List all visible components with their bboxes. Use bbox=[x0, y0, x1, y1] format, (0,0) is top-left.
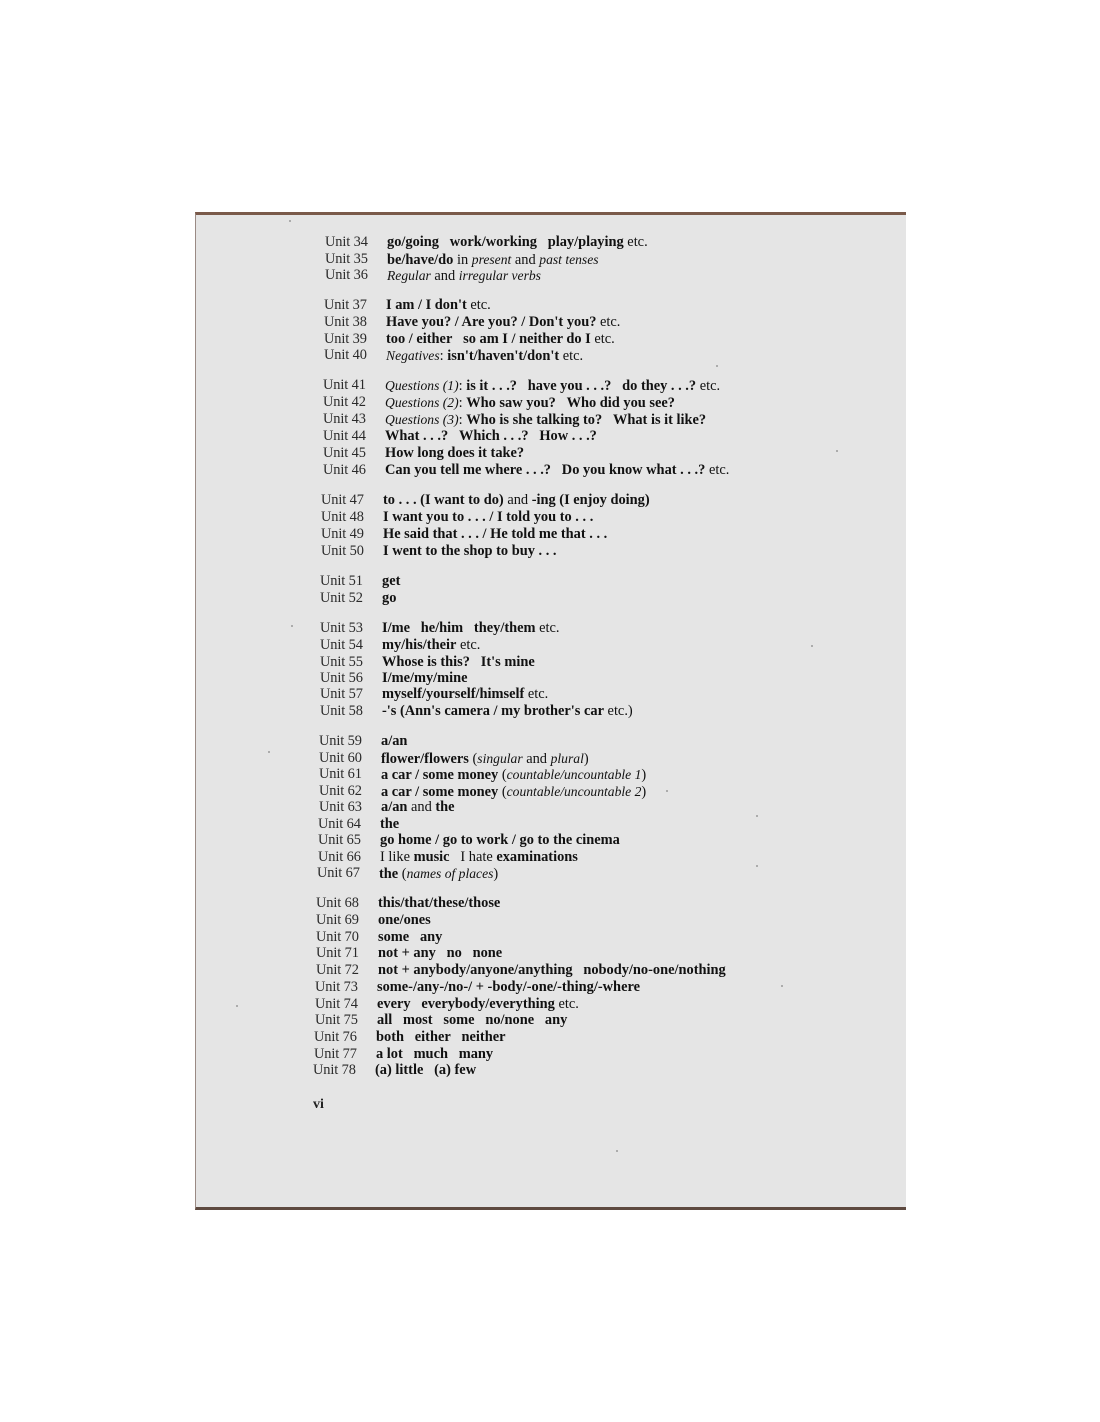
unit-number: Unit 45 bbox=[323, 445, 366, 461]
unit-topic bbox=[378, 912, 431, 929]
scan-speck bbox=[289, 220, 291, 222]
unit-number: Unit 71 bbox=[316, 945, 359, 961]
topic-fragment: etc. bbox=[524, 686, 549, 702]
topic-fragment: I like bbox=[380, 849, 414, 865]
topic-fragment: I/me he/him they/them bbox=[382, 620, 536, 636]
topic-fragment: : bbox=[458, 395, 467, 411]
unit-topic bbox=[378, 962, 726, 979]
unit-number: Unit 43 bbox=[323, 411, 366, 427]
unit-number: Unit 61 bbox=[319, 766, 362, 782]
scan-speck bbox=[781, 985, 783, 987]
topic-fragment: etc. bbox=[696, 378, 721, 394]
topic-fragment: Negatives bbox=[386, 348, 440, 363]
unit-number: Unit 66 bbox=[318, 849, 361, 865]
topic-fragment: ( bbox=[398, 866, 407, 882]
unit-number: Unit 68 bbox=[316, 895, 359, 911]
topic-fragment: names of places bbox=[406, 866, 494, 881]
unit-number: Unit 75 bbox=[315, 1012, 358, 1028]
topic-fragment: singular bbox=[477, 751, 523, 766]
unit-topic bbox=[377, 1012, 567, 1029]
topic-fragment: etc. bbox=[535, 620, 560, 636]
topic-fragment: ) bbox=[641, 767, 647, 783]
unit-number: Unit 44 bbox=[323, 428, 366, 444]
unit-topic bbox=[375, 1062, 476, 1079]
topic-fragment: Questions (3) bbox=[385, 412, 459, 427]
topic-fragment: music bbox=[413, 849, 450, 865]
topic-fragment: He said that . . . / He told me that . . . bbox=[383, 526, 608, 542]
topic-fragment: in bbox=[453, 252, 472, 268]
topic-fragment: What . . .? Which . . .? How . . .? bbox=[385, 428, 597, 444]
unit-number: Unit 53 bbox=[320, 620, 363, 636]
unit-number: Unit 35 bbox=[325, 251, 368, 267]
unit-topic bbox=[387, 234, 648, 251]
unit-topic bbox=[383, 543, 557, 560]
unit-number: Unit 70 bbox=[316, 929, 359, 945]
topic-fragment: myself/yourself/himself bbox=[382, 686, 525, 702]
unit-topic bbox=[378, 895, 500, 912]
topic-fragment: : bbox=[458, 412, 467, 428]
unit-number: Unit 39 bbox=[324, 331, 367, 347]
topic-fragment: Who is she talking to? What is it like? bbox=[466, 412, 707, 428]
topic-fragment: : bbox=[458, 378, 467, 394]
topic-fragment: the bbox=[435, 799, 455, 815]
unit-topic bbox=[386, 314, 620, 331]
unit-number: Unit 42 bbox=[323, 394, 366, 410]
unit-topic bbox=[380, 816, 399, 833]
unit-number: Unit 41 bbox=[323, 377, 366, 393]
topic-fragment: : bbox=[439, 348, 448, 364]
topic-fragment: and bbox=[503, 492, 532, 508]
unit-topic bbox=[383, 526, 607, 543]
topic-fragment: etc. bbox=[623, 234, 648, 250]
topic-fragment: etc. bbox=[590, 331, 615, 347]
topic-fragment: some any bbox=[378, 929, 443, 945]
unit-topic bbox=[385, 428, 597, 445]
topic-fragment: etc. bbox=[705, 462, 730, 478]
topic-fragment: Questions (2) bbox=[385, 395, 459, 410]
topic-fragment: I hate bbox=[449, 849, 497, 865]
topic-fragment: isn't/haven't/don't bbox=[447, 348, 560, 364]
topic-fragment: and bbox=[511, 252, 540, 268]
topic-fragment: too / either so am I / neither do I bbox=[386, 331, 591, 347]
unit-topic bbox=[380, 849, 578, 866]
unit-topic bbox=[378, 945, 502, 962]
unit-topic bbox=[382, 637, 480, 654]
unit-number: Unit 50 bbox=[321, 543, 364, 559]
scanned-page bbox=[195, 212, 906, 1210]
unit-topic bbox=[385, 411, 706, 429]
topic-fragment: ) bbox=[641, 784, 647, 800]
unit-topic bbox=[382, 654, 535, 671]
topic-fragment: etc.) bbox=[603, 703, 633, 719]
unit-topic bbox=[381, 799, 455, 816]
topic-fragment: examinations bbox=[496, 849, 578, 865]
unit-topic bbox=[381, 733, 407, 750]
topic-fragment: Can you tell me where . . .? Do you know what . . .? bbox=[385, 462, 706, 478]
topic-fragment: countable/uncountable 1 bbox=[506, 767, 642, 782]
topic-fragment: etc. bbox=[596, 314, 621, 330]
topic-fragment: (a) little (a) few bbox=[375, 1062, 477, 1078]
topic-fragment: not + anybody/anyone/anything nobody/no-one/nothing bbox=[378, 962, 726, 978]
topic-fragment: ) bbox=[493, 866, 499, 882]
scan-speck bbox=[811, 645, 813, 647]
topic-fragment: is it . . .? have you . . .? do they . . .? bbox=[466, 378, 697, 394]
unit-topic bbox=[382, 620, 559, 637]
topic-fragment: etc. bbox=[554, 996, 579, 1012]
unit-number: Unit 74 bbox=[315, 996, 358, 1012]
unit-topic bbox=[380, 832, 620, 849]
topic-fragment: I am / I don't bbox=[386, 297, 467, 313]
topic-fragment: all most some no/none any bbox=[377, 1012, 568, 1028]
topic-fragment: a/an bbox=[381, 733, 408, 749]
scan-speck bbox=[756, 865, 758, 867]
scan-speck bbox=[236, 1005, 238, 1007]
unit-number: Unit 56 bbox=[320, 670, 363, 686]
topic-fragment: go/going work/working play/playing bbox=[387, 234, 624, 250]
unit-number: Unit 77 bbox=[314, 1046, 357, 1062]
scan-speck bbox=[836, 450, 838, 452]
scan-speck bbox=[666, 790, 668, 792]
unit-topic bbox=[385, 394, 675, 412]
unit-number: Unit 47 bbox=[321, 492, 364, 508]
unit-topic bbox=[382, 573, 400, 590]
unit-number: Unit 54 bbox=[320, 637, 363, 653]
unit-topic bbox=[386, 297, 491, 314]
scan-speck bbox=[268, 751, 270, 753]
unit-number: Unit 55 bbox=[320, 654, 363, 670]
unit-topic bbox=[382, 703, 633, 720]
topic-fragment: -'s (Ann's camera / my brother's car bbox=[382, 703, 604, 719]
topic-fragment: etc. bbox=[466, 297, 491, 313]
topic-fragment: -ing (I enjoy doing) bbox=[531, 492, 650, 508]
unit-number: Unit 63 bbox=[319, 799, 362, 815]
topic-fragment: past tenses bbox=[539, 252, 599, 267]
unit-topic bbox=[378, 929, 442, 946]
topic-fragment: my/his/their bbox=[382, 637, 457, 653]
topic-fragment: ) bbox=[583, 751, 589, 767]
topic-fragment: plural bbox=[550, 751, 584, 766]
unit-number: Unit 78 bbox=[313, 1062, 356, 1078]
unit-topic bbox=[381, 766, 646, 784]
unit-topic bbox=[382, 670, 468, 687]
unit-topic bbox=[383, 492, 650, 509]
unit-number: Unit 67 bbox=[317, 865, 360, 881]
unit-topic bbox=[383, 509, 593, 526]
unit-number: Unit 62 bbox=[319, 783, 362, 799]
topic-fragment: Who saw you? Who did you see? bbox=[466, 395, 675, 411]
unit-number: Unit 38 bbox=[324, 314, 367, 330]
topic-fragment: this/that/these/those bbox=[378, 895, 501, 911]
topic-fragment: How long does it take? bbox=[385, 445, 525, 461]
topic-fragment: get bbox=[382, 573, 401, 589]
topic-fragment: flower/flowers bbox=[381, 751, 469, 767]
topic-fragment: I want you to . . . / I told you to . . . bbox=[383, 509, 594, 525]
unit-number: Unit 58 bbox=[320, 703, 363, 719]
topic-fragment: Questions (1) bbox=[385, 378, 459, 393]
unit-number: Unit 49 bbox=[321, 526, 364, 542]
unit-number: Unit 72 bbox=[316, 962, 359, 978]
topic-fragment: one/ones bbox=[378, 912, 431, 928]
topic-fragment: the bbox=[380, 816, 400, 832]
topic-fragment: etc. bbox=[559, 348, 584, 364]
unit-number: Unit 76 bbox=[314, 1029, 357, 1045]
unit-number: Unit 59 bbox=[319, 733, 362, 749]
scan-speck bbox=[616, 1150, 618, 1152]
unit-number: Unit 57 bbox=[320, 686, 363, 702]
topic-fragment: to . . . (I want to do) bbox=[383, 492, 504, 508]
unit-number: Unit 51 bbox=[320, 573, 363, 589]
topic-fragment: countable/uncountable 2 bbox=[506, 784, 642, 799]
topic-fragment: and bbox=[522, 751, 551, 767]
topic-fragment: not + any no none bbox=[378, 945, 503, 961]
topic-fragment: and bbox=[430, 268, 459, 284]
topic-fragment: Regular bbox=[387, 268, 431, 283]
unit-number: Unit 52 bbox=[320, 590, 363, 606]
topic-fragment: Have you? / Are you? / Don't you? bbox=[386, 314, 597, 330]
topic-fragment: etc. bbox=[456, 637, 481, 653]
unit-number: Unit 65 bbox=[318, 832, 361, 848]
topic-fragment: ( bbox=[468, 751, 478, 767]
unit-number: Unit 69 bbox=[316, 912, 359, 928]
topic-fragment: irregular verbs bbox=[458, 268, 541, 283]
topic-fragment: ( bbox=[498, 767, 507, 783]
scan-speck bbox=[756, 815, 758, 817]
unit-topic bbox=[379, 865, 498, 883]
unit-number: Unit 48 bbox=[321, 509, 364, 525]
unit-topic bbox=[386, 331, 615, 348]
topic-fragment: a lot much many bbox=[376, 1046, 494, 1062]
unit-topic bbox=[377, 979, 640, 996]
topic-fragment: both either neither bbox=[376, 1029, 506, 1045]
unit-number: Unit 73 bbox=[315, 979, 358, 995]
topic-fragment: ( bbox=[498, 784, 507, 800]
unit-number: Unit 36 bbox=[325, 267, 368, 283]
topic-fragment: every everybody/everything bbox=[377, 996, 555, 1012]
topic-fragment: I went to the shop to buy . . . bbox=[383, 543, 557, 559]
topic-fragment: I/me/my/mine bbox=[382, 670, 468, 686]
topic-fragment: present bbox=[471, 252, 512, 267]
unit-topic bbox=[386, 347, 583, 365]
page-number: vi bbox=[313, 1097, 324, 1112]
topic-fragment: some-/any-/no-/ + -body/-one/-thing/-where bbox=[377, 979, 640, 995]
unit-topic bbox=[385, 377, 720, 395]
unit-topic bbox=[387, 267, 541, 285]
unit-topic bbox=[385, 445, 524, 462]
scan-speck bbox=[716, 365, 718, 367]
topic-fragment: a car / some money bbox=[381, 784, 499, 800]
unit-topic bbox=[382, 590, 396, 607]
unit-number: Unit 46 bbox=[323, 462, 366, 478]
topic-fragment: Whose is this? It's mine bbox=[382, 654, 535, 670]
topic-fragment: a car / some money bbox=[381, 767, 499, 783]
topic-fragment: and bbox=[407, 799, 436, 815]
unit-topic bbox=[382, 686, 548, 703]
unit-number: Unit 37 bbox=[324, 297, 367, 313]
unit-topic bbox=[377, 996, 579, 1013]
unit-number: Unit 64 bbox=[318, 816, 361, 832]
scan-speck bbox=[291, 625, 293, 627]
topic-fragment: go bbox=[382, 590, 397, 606]
topic-fragment: be/have/do bbox=[387, 252, 454, 268]
topic-fragment: go home / go to work / go to the cinema bbox=[380, 832, 620, 848]
unit-topic bbox=[376, 1029, 506, 1046]
topic-fragment: a/an bbox=[381, 799, 408, 815]
unit-topic bbox=[376, 1046, 493, 1063]
unit-number: Unit 40 bbox=[324, 347, 367, 363]
unit-number: Unit 34 bbox=[325, 234, 368, 250]
unit-topic bbox=[385, 462, 729, 479]
unit-number: Unit 60 bbox=[319, 750, 362, 766]
topic-fragment: the bbox=[379, 866, 399, 882]
